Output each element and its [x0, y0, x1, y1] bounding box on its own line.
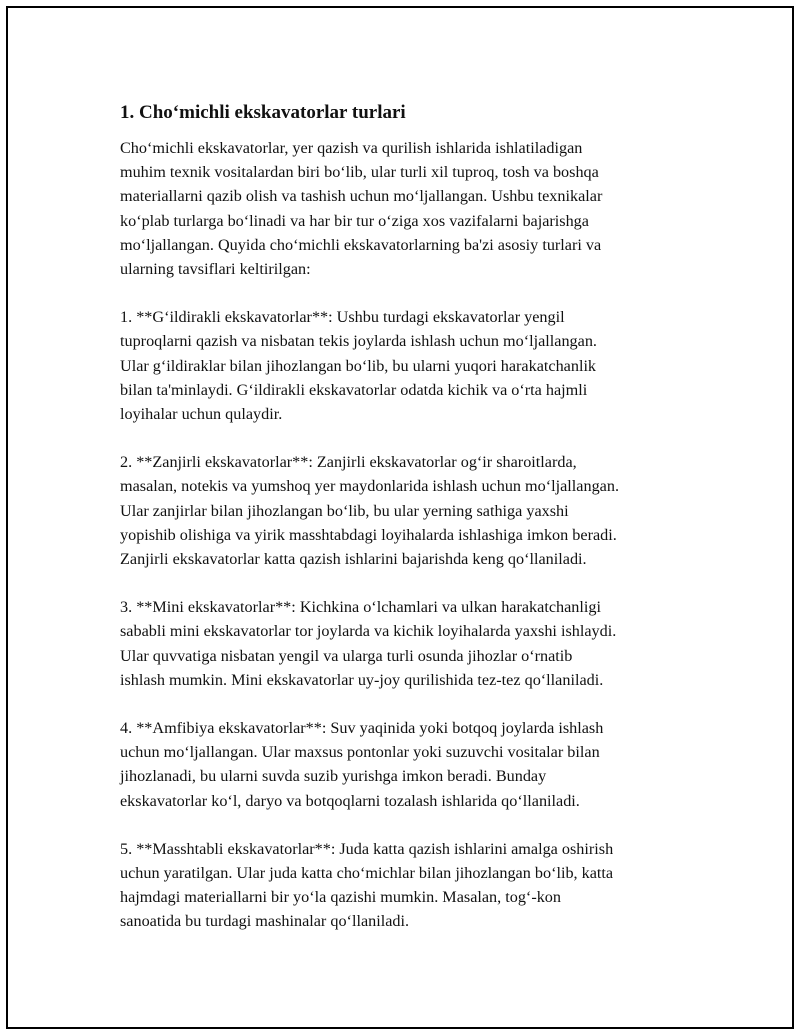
list-item-paragraph	[120, 837, 700, 934]
list-item-paragraph	[120, 450, 700, 571]
text-line: mo‘ljallangan. Quyida cho‘michli ekskavatorlarning ba'zi asosiy turlari va	[120, 235, 602, 254]
text-line: masalan, notekis va yumshoq yer maydonlarida ishlash uchun mo‘ljallangan.	[120, 477, 619, 496]
text-line: bilan ta'minlaydi. G‘ildirakli ekskavatorlar odatda kichik va o‘rta hajmli	[120, 380, 588, 399]
text-line: uchun mo‘ljallangan. Ular maxsus pontonlar yoki suzuvchi vositalar bilan	[120, 743, 600, 762]
text-line: sanoatida bu turdagi mashinalar qo‘llaniladi.	[120, 912, 410, 931]
text-line: jihozlanadi, bu ularni suvda suzib yurishga imkon beradi. Bunday	[120, 767, 547, 786]
text-line: muhim texnik vositalardan biri bo‘lib, ular turli xil tuproq, tosh va boshqa	[120, 163, 599, 182]
text-line: 1. **G‘ildirakli ekskavatorlar**: Ushbu turdagi ekskavatorlar yengil	[120, 308, 565, 327]
intro-paragraph	[120, 136, 700, 281]
text-line: materiallarni qazib olish va tashish uchun mo‘ljallangan. Ushbu texnikalar	[120, 187, 603, 206]
text-line: 2. **Zanjirli ekskavatorlar**: Zanjirli ekskavatorlar og‘ir sharoitlarda,	[120, 453, 577, 472]
text-line: ekskavatorlar ko‘l, daryo va botqoqlarni tozalash ishlarida qo‘llaniladi.	[120, 791, 580, 810]
document-page	[6, 6, 794, 1029]
list-item-paragraph	[120, 305, 700, 426]
text-line: Ular zanjirlar bilan jihozlangan bo‘lib, bu ular yerning sathiga yaxshi	[120, 501, 569, 520]
text-line: yopishib olishiga va yirik masshtabdagi loyihalarda ishlashiga imkon beradi.	[120, 525, 617, 544]
text-line: ishlash mumkin. Mini ekskavatorlar uy-joy qurilishida tez-tez qo‘llaniladi.	[120, 670, 604, 689]
text-line: 3. **Mini ekskavatorlar**: Kichkina o‘lchamlari va ulkan harakatchanligi	[120, 598, 601, 617]
text-line: ko‘plab turlarga bo‘linadi va har bir tur o‘ziga xos vazifalarni bajarishga	[120, 211, 589, 230]
text-line: uchun yaratilgan. Ular juda katta cho‘michlar bilan jihozlangan bo‘lib, katta	[120, 864, 614, 883]
text-line: sababli mini ekskavatorlar tor joylarda va kichik loyihalarda yaxshi ishlaydi.	[120, 622, 617, 641]
text-line: Cho‘michli ekskavatorlar, yer qazish va qurilish ishlarida ishlatiladigan	[120, 139, 583, 157]
text-line: Zanjirli ekskavatorlar katta qazish ishlarini bajarishda keng qo‘llaniladi.	[120, 550, 587, 569]
text-line: loyihalar uchun qulaydir.	[120, 405, 283, 424]
list-item-paragraph	[120, 595, 700, 692]
text-line: 5. **Masshtabli ekskavatorlar**: Juda katta qazish ishlarini amalga oshirish	[120, 839, 614, 858]
text-line: tuproqlarni qazish va nisbatan tekis joylarda ishlash uchun mo‘ljallangan.	[120, 332, 597, 351]
list-item-paragraph	[120, 716, 700, 813]
text-line: hajmdagi materiallarni bir yo‘la qazishi mumkin. Masalan, tog‘-kon	[120, 888, 561, 907]
section-heading: 1. Cho‘michli ekskavatorlar turlari	[120, 102, 406, 123]
text-line: Ular quvvatiga nisbatan yengil va ularga turli osunda jihozlar o‘rnatib	[120, 646, 573, 665]
paragraph-list	[120, 136, 700, 934]
document-body	[120, 100, 700, 958]
text-line: 4. **Amfibiya ekskavatorlar**: Suv yaqinida yoki botqoq joylarda ishlash	[120, 719, 604, 738]
text-line: ularning tavsiflari keltirilgan:	[120, 260, 311, 279]
text-line: Ular g‘ildiraklar bilan jihozlangan bo‘lib, bu ularni yuqori harakatchanlik	[120, 356, 597, 375]
